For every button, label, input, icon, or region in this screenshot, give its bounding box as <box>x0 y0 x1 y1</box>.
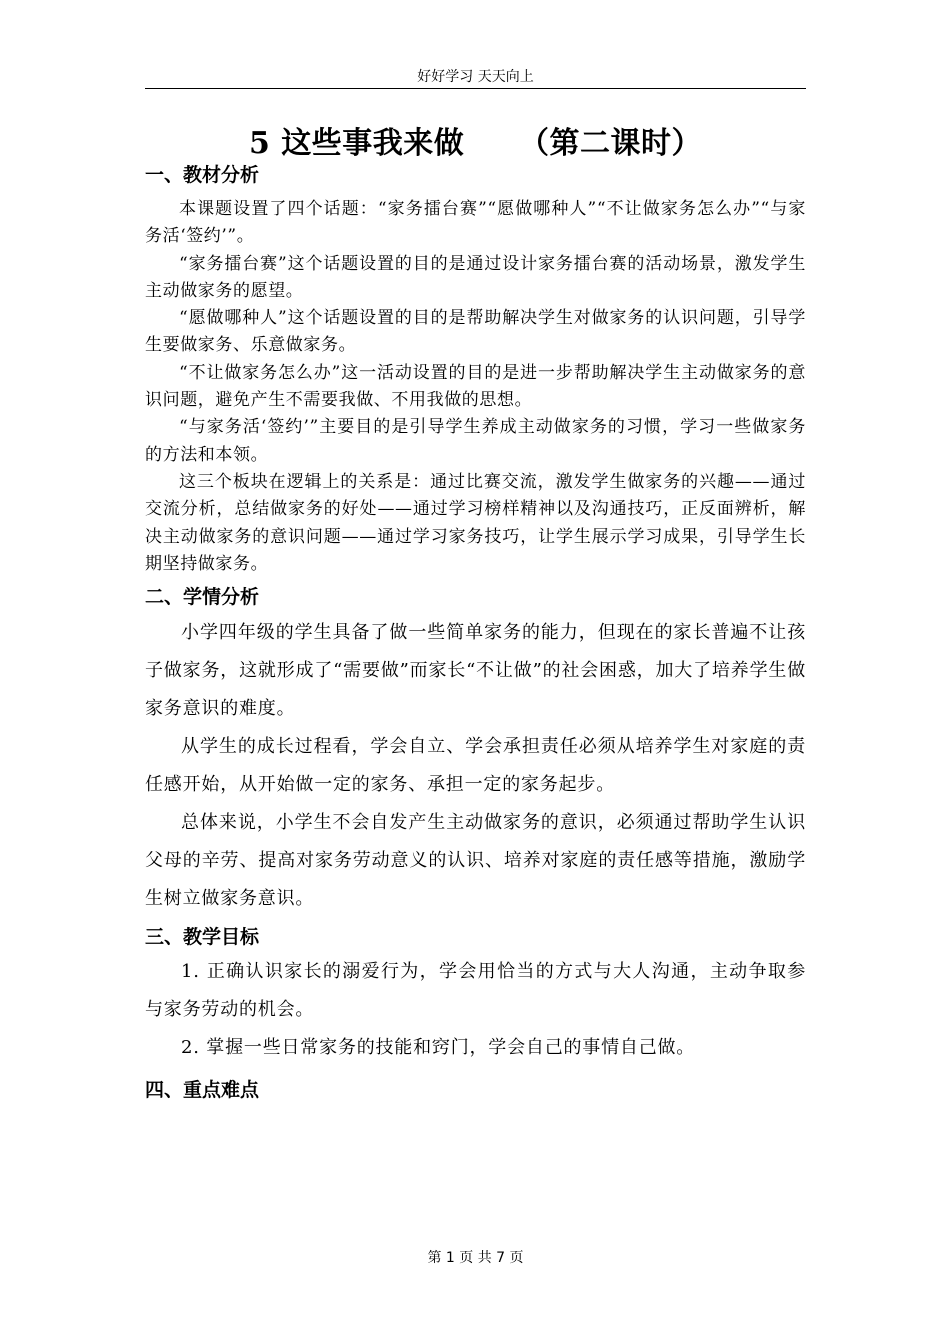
paragraph: 2. 掌握一些日常家务的技能和窍门，学会自己的事情自己做。 <box>181 1037 696 1059</box>
paragraph: 本课题设置了四个话题：“家务擂台赛”“愿做哪种人”“不让做家务怎么办”“与家务活‘签约’”。 <box>145 199 806 247</box>
paragraph: “家务擂台赛”这个话题设置的目的是通过设计家务擂台赛的活动场景，激发学生主动做家务的愿望。 <box>145 253 806 301</box>
paragraph: 1. 正确认识家长的溺爱行为，学会用恰当的方式与大人沟通，主动争取参与家务劳动的机会。 <box>145 961 806 1021</box>
paragraph: “不让做家务怎么办”这一活动设置的目的是进一步帮助解决学生主动做家务的意识问题，避免产生不需要我做、不用我做的思想。 <box>145 362 806 411</box>
section-key-points <box>145 1075 806 1102</box>
paragraph: 这三个板块在逻辑上的关系是：通过比赛交流，激发学生做家务的兴趣——通过交流分析，总结做家务的好处——通过学习榜样精神以及沟通技巧，正反面辨析，解决主动做家务的意识问题——通过学习家务技巧，让学生展示学习成果，引导学生长期坚持做家务。 <box>145 471 806 574</box>
header-rule <box>145 88 806 89</box>
paragraph: 小学四年级的学生具备了做一些简单家务的能力，但现在的家长普遍不让孩子做家务，这就形成了“需要做”而家长“不让做”的社会困惑，加大了培养学生做家务意识的难度。 <box>145 622 806 720</box>
section-student-analysis <box>145 582 806 918</box>
paragraph: “与家务活‘签约’”主要目的是引导学生养成主动做家务的习惯，学习一些做家务的方法和本领。 <box>145 417 806 465</box>
paragraph: 从学生的成长过程看，学会自立、学会承担责任必须从培养学生对家庭的责任感开始，从开始做一定的家务、承担一定的家务起步。 <box>145 736 806 796</box>
page-header: 好好学习 天天向上 <box>417 69 534 85</box>
document-title: 5 这些事我来做 （第二课时） <box>248 126 703 161</box>
section-heading: 三、教学目标 <box>145 926 260 949</box>
document-body <box>145 160 806 1102</box>
page-footer: 第 1 页 共 7 页 <box>427 1250 524 1266</box>
section-teaching-goals <box>145 922 806 1067</box>
section-heading: 一、教材分析 <box>145 164 260 186</box>
section-material-analysis <box>145 160 806 578</box>
section-heading: 四、重点难点 <box>145 1079 260 1102</box>
section-heading: 二、学情分析 <box>145 586 260 609</box>
paragraph: “愿做哪种人”这个话题设置的目的是帮助解决学生对做家务的认识问题，引导学生要做家务、乐意做家务。 <box>145 308 806 356</box>
paragraph: 总体来说，小学生不会自发产生主动做家务的意识，必须通过帮助学生认识父母的辛劳、提高对家务劳动意义的认识、培养对家庭的责任感等措施，激励学生树立做家务意识。 <box>145 812 806 910</box>
